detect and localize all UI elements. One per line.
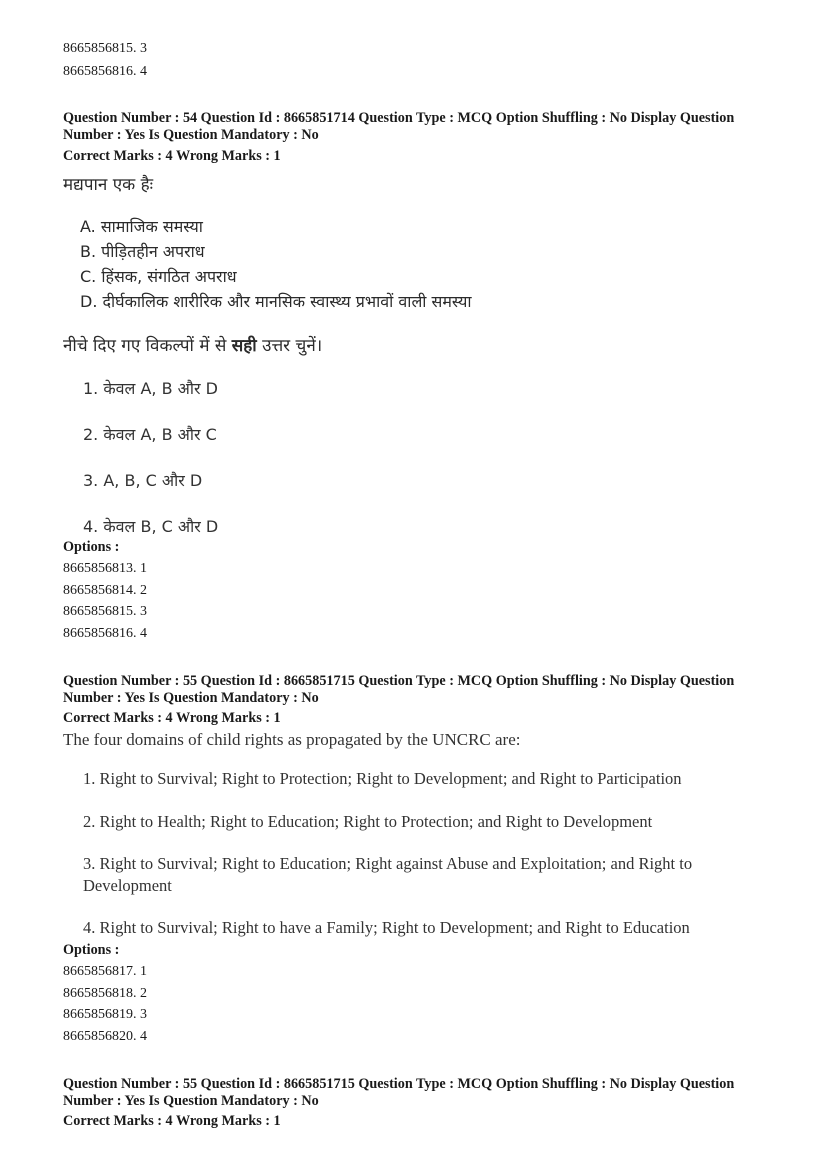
question-stem: The four domains of child rights as propagated by the UNCRC are:	[63, 730, 521, 749]
answer-choice: 1. Right to Survival; Right to Protection; Right to Development; and Right to Participation	[83, 769, 682, 788]
option-id: 8665856816. 4	[63, 64, 147, 79]
option-id: 8665856815. 3	[63, 604, 147, 619]
answer-choice: 4. केवल B, C और D	[83, 517, 219, 536]
question-header: Question Number : 55 Question Id : 8665851715 Question Type : MCQ Option Shuffling : No Display Question Number : Yes Is Question Mandatory : No	[63, 673, 735, 706]
instruction: नीचे दिए गए विकल्पों में से सही उत्तर चुनें।	[63, 336, 323, 356]
option-id: 8665856815. 3	[63, 41, 147, 56]
option-id: 8665856818. 2	[63, 986, 147, 1001]
statement-item: C. हिंसक, संगठित अपराध	[80, 267, 237, 286]
answer-choice: 3. A, B, C और D	[83, 471, 203, 490]
question-header: Question Number : 55 Question Id : 8665851715 Question Type : MCQ Option Shuffling : No Display Question Number : Yes Is Question Mandatory : No	[63, 1076, 735, 1109]
options-label: Options :	[63, 539, 120, 555]
option-id: 8665856814. 2	[63, 583, 147, 598]
answer-choice: 4. Right to Survival; Right to have a Family; Right to Development; and Right to Education	[83, 918, 690, 937]
statement-item: D. दीर्घकालिक शारीरिक और मानसिक स्वास्थ्य प्रभावों वाली समस्या	[80, 292, 472, 311]
answer-choice: 3. Right to Survival; Right to Education; Right against Abuse and Exploitation; and Right to Development	[83, 854, 693, 895]
options-label: Options :	[63, 942, 120, 958]
option-id: 8665856819. 3	[63, 1007, 147, 1022]
option-id: 8665856813. 1	[63, 561, 147, 576]
answer-choice: 2. Right to Health; Right to Education; Right to Protection; and Right to Development	[83, 812, 653, 831]
marks-line: Correct Marks : 4 Wrong Marks : 1	[63, 1113, 281, 1129]
option-id: 8665856820. 4	[63, 1029, 147, 1044]
statement-item: B. पीड़ितहीन अपराध	[80, 242, 205, 261]
marks-line: Correct Marks : 4 Wrong Marks : 1	[63, 148, 281, 164]
answer-choice: 2. केवल A, B और C	[83, 425, 217, 444]
statement-item: A. सामाजिक समस्या	[80, 217, 203, 236]
question-header: Question Number : 54 Question Id : 8665851714 Question Type : MCQ Option Shuffling : No Display Question Number : Yes Is Question Mandatory : No	[63, 110, 735, 143]
option-id: 8665856816. 4	[63, 626, 147, 641]
marks-line: Correct Marks : 4 Wrong Marks : 1	[63, 710, 281, 726]
option-id: 8665856817. 1	[63, 964, 147, 979]
answer-choice: 1. केवल A, B और D	[83, 379, 218, 398]
question-stem: मद्यपान एक हैः	[63, 175, 154, 195]
